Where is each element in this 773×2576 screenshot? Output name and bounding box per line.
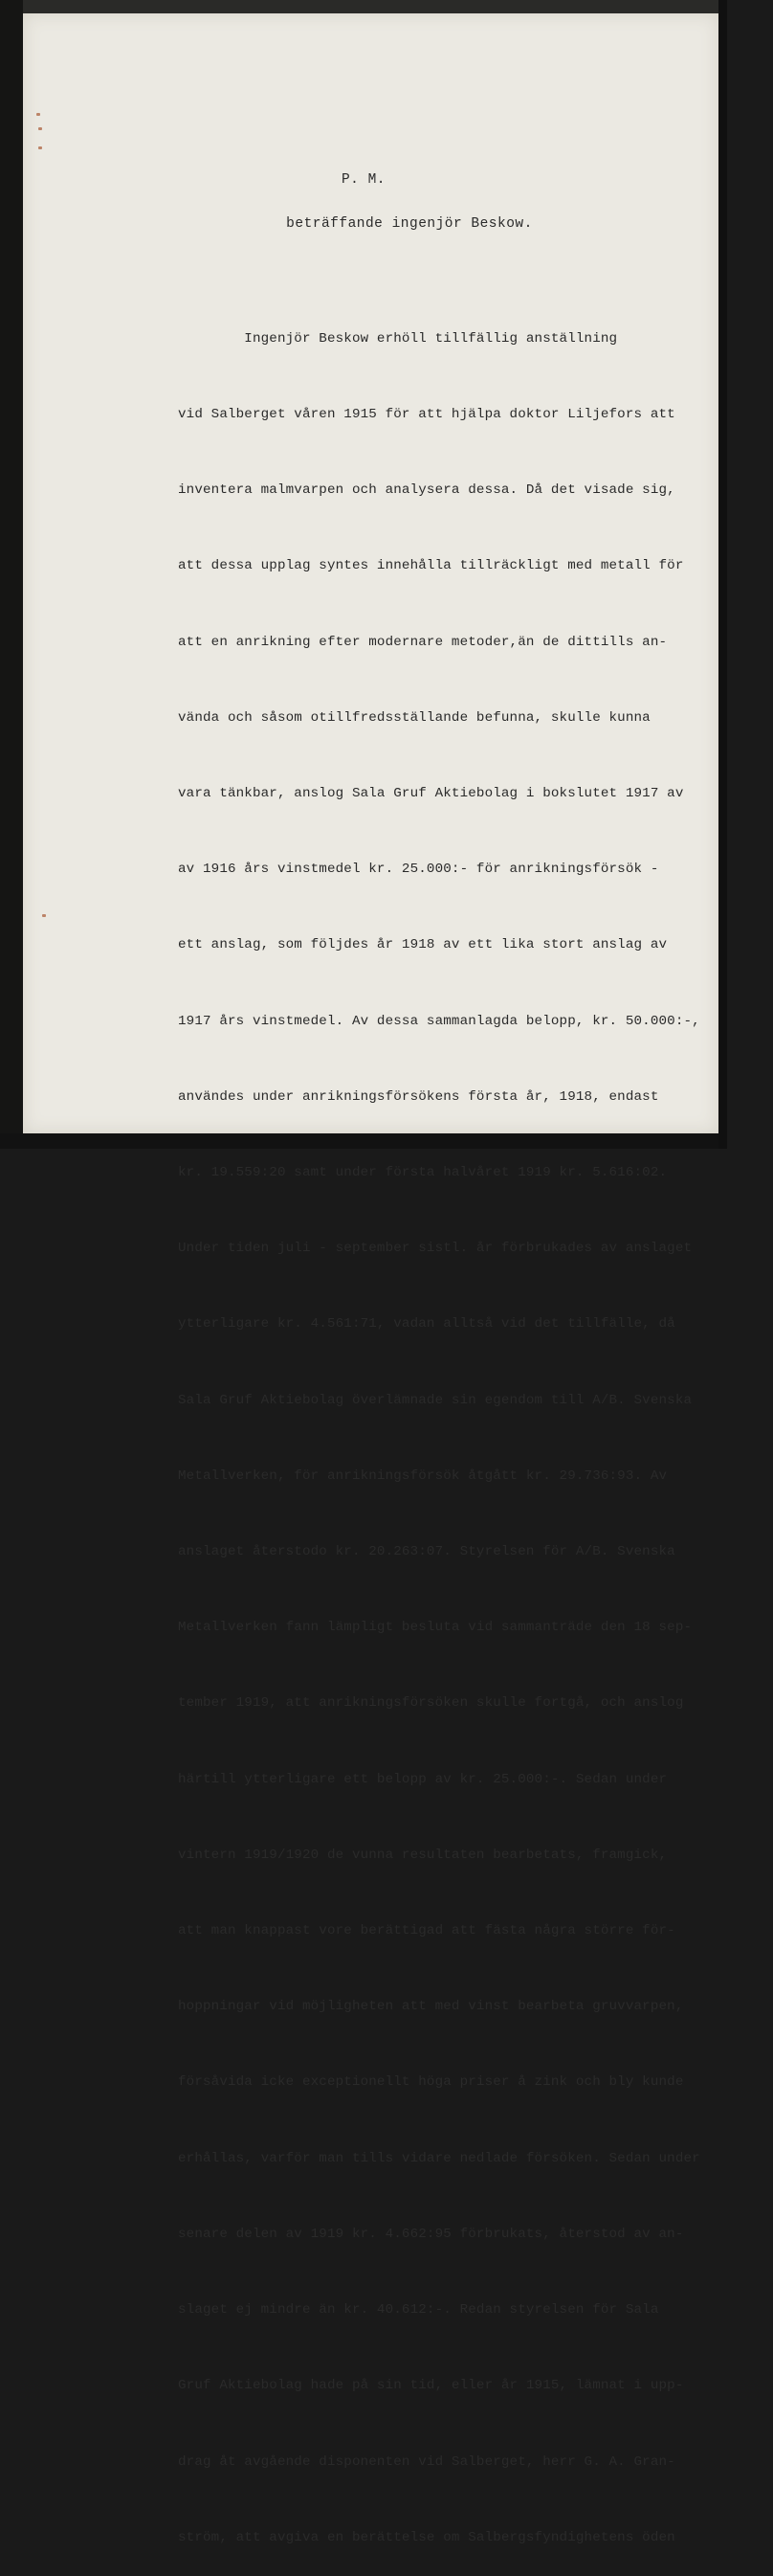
text-line: försåvida icke exceptionellt höga priser å zink och bly kunde xyxy=(178,2074,684,2091)
text-line: slaget ej mindre än kr. 40.612:-. Redan styrelsen för Sala xyxy=(178,2302,659,2318)
text-line: kr. 19.559:20 samt under första halvåret 1919 kr. 5.616:02. xyxy=(178,1165,668,1181)
text-line: ett anslag, som följdes år 1918 av ett lika stort anslag av xyxy=(178,937,668,953)
scan-border-top xyxy=(0,0,727,13)
punch-mark xyxy=(38,146,42,149)
text-line: vid Salberget våren 1915 för att hjälpa doktor Liljefors att xyxy=(178,407,675,423)
document-body xyxy=(178,276,700,2576)
text-line: 1917 års vinstmedel. Av dessa sammanlagda belopp, kr. 50.000:-, xyxy=(178,1013,700,1029)
text-line: användes under anrikningsförsökens första år, 1918, endast xyxy=(178,1088,659,1105)
punch-mark xyxy=(36,113,40,116)
text-line: att en anrikning efter modernare metoder,än de dittills an- xyxy=(178,634,668,650)
text-line: drag åt avgående disponenten vid Salberget, herr G. A. Gran- xyxy=(178,2453,675,2470)
text-line: Metallverken fann lämpligt besluta vid sammanträde den 18 sep- xyxy=(178,1620,693,1636)
text-line: erhållas, varför man tills vidare nedlade försöken. Sedan under xyxy=(178,2150,700,2166)
text-line: att man knappast vore berättigad att fästa några större för- xyxy=(178,1923,675,1939)
text-line: ström, att avgiva en berättelse om Salbergsfyndighetens öden xyxy=(178,2529,675,2545)
text-line: vara tänkbar, anslog Sala Gruf Aktiebolag i bokslutet 1917 av xyxy=(178,786,684,802)
text-line: vintern 1919/1920 de vunna resultaten bearbetats, framgick, xyxy=(178,1847,668,1863)
text-line: av 1916 års vinstmedel kr. 25.000:- för anrikningsförsök - xyxy=(178,862,659,878)
text-line: ytterligare kr. 4.561:71, vadan alltså vid det tillfälle, då xyxy=(178,1316,675,1333)
document-subheading: beträffande ingenjör Beskow. xyxy=(286,216,533,232)
text-line: senare delen av 1919 kr. 4.662:95 förbrukats, återstod av an- xyxy=(178,2226,684,2242)
text-line: Metallverken, för anrikningsförsök åtgått kr. 29.736:93. Av xyxy=(178,1467,668,1484)
document-heading: P. M. xyxy=(341,172,386,188)
text-line: Ingenjör Beskow erhöll tillfällig anställning xyxy=(178,330,618,347)
punch-mark xyxy=(38,127,42,130)
text-line: att dessa upplag syntes innehålla tillräckligt med metall för xyxy=(178,558,684,574)
text-line: härtill ytterligare ett belopp av kr. 25.000:-. Sedan under xyxy=(178,1771,668,1787)
text-line: inventera malmvarpen och analysera dessa. Då det visade sig, xyxy=(178,482,675,499)
text-line: Under tiden juli - september sistl. år förbrukades av anslaget xyxy=(178,1241,693,1257)
text-line: Gruf Aktiebolag hade på sin tid, eller år 1915, lämnat i upp- xyxy=(178,2378,684,2394)
text-line: hoppningar vid möjligheten att med vinst bearbeta gruvvarpen, xyxy=(178,1999,684,2015)
text-line: vända och såsom otillfredsställande befunna, skulle kunna xyxy=(178,709,651,726)
text-line: anslaget återstodo kr. 20.263:07. Styrelsen för A/B. Svenska xyxy=(178,1544,675,1560)
text-line: Sala Gruf Aktiebolag överlämnade sin egendom till A/B. Svenska xyxy=(178,1392,693,1408)
punch-mark xyxy=(42,914,46,917)
text-line: tember 1919, att anrikningsförsöken skulle fortgå, och anslog xyxy=(178,1695,684,1712)
